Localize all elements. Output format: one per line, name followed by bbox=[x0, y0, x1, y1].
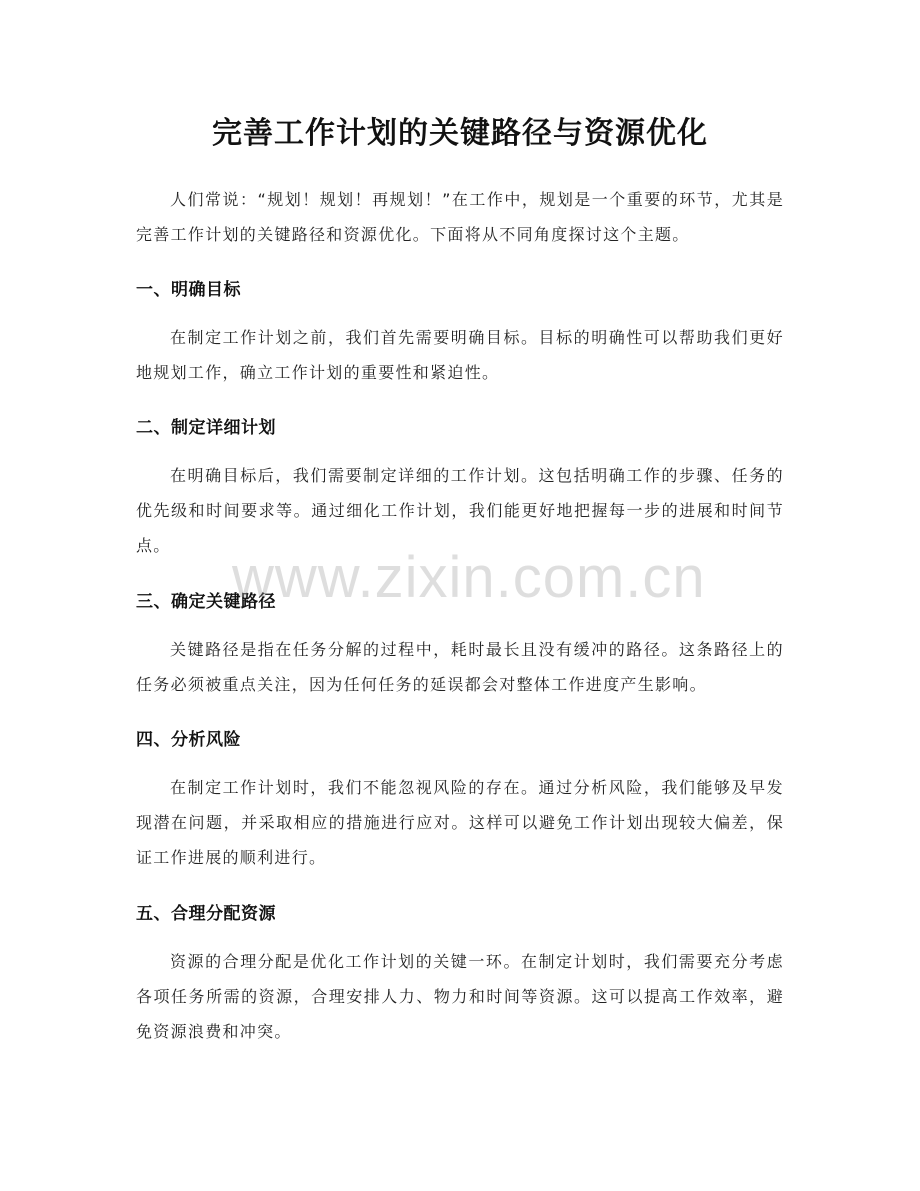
document-title: 完善工作计划的关键路径与资源优化 bbox=[212, 116, 708, 151]
watermark-text: www.zixin.com.cn bbox=[232, 545, 706, 610]
section-heading-2: 二、制定详细计划 bbox=[136, 418, 276, 438]
intro-paragraph: 人们常说：“规划！规划！再规划！”在工作中，规划是一个重要的环节，尤其是完善工作计划的关键路径和资源优化。下面将从不同角度探讨这个主题。 bbox=[136, 190, 784, 244]
section-heading-4: 四、分析风险 bbox=[136, 730, 241, 750]
section-body-3: 关键路径是指在任务分解的过程中，耗时最长且没有缓冲的路径。这条路径上的任务必须被重点关注，因为任何任务的延误都会对整体工作进度产生影响。 bbox=[136, 640, 784, 694]
section-heading-3: 三、确定关键路径 bbox=[136, 592, 276, 612]
section-body-5: 资源的合理分配是优化工作计划的关键一环。在制定计划时，我们需要充分考虑各项任务所需的资源，合理安排人力、物力和时间等资源。这可以提高工作效率，避免资源浪费和冲突。 bbox=[136, 952, 784, 1041]
section-body-2: 在明确目标后，我们需要制定详细的工作计划。这包括明确工作的步骤、任务的优先级和时间要求等。通过细化工作计划，我们能更好地把握每一步的进展和时间节点。 bbox=[136, 466, 784, 555]
section-heading-5: 五、合理分配资源 bbox=[136, 904, 276, 924]
section-heading-1: 一、明确目标 bbox=[136, 280, 241, 300]
section-body-1: 在制定工作计划之前，我们首先需要明确目标。目标的明确性可以帮助我们更好地规划工作，确立工作计划的重要性和紧迫性。 bbox=[136, 328, 784, 382]
section-body-4: 在制定工作计划时，我们不能忽视风险的存在。通过分析风险，我们能够及早发现潜在问题，并采取相应的措施进行应对。这样可以避免工作计划出现较大偏差，保证工作进展的顺利进行。 bbox=[136, 778, 784, 867]
